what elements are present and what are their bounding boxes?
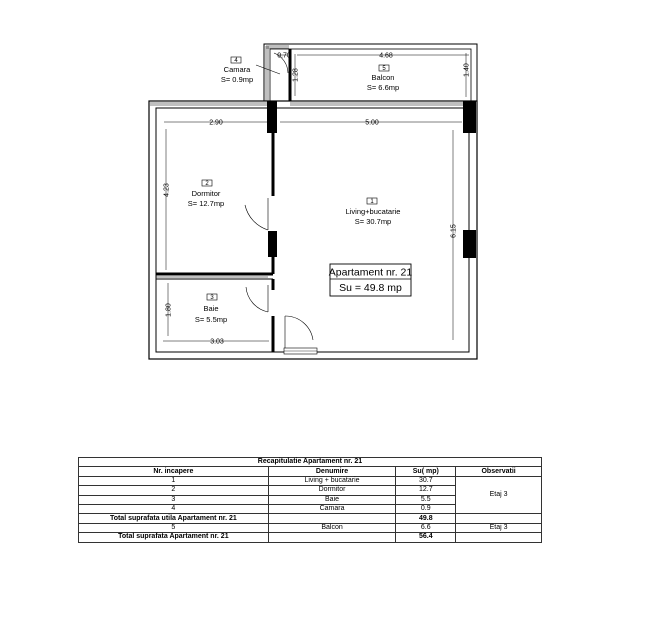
row-su: 0.9 bbox=[396, 504, 456, 513]
dim-balcon-height: 1.40 bbox=[463, 63, 471, 77]
room-name-balcon: Balcon bbox=[371, 73, 395, 82]
row-name: Dormitor bbox=[268, 486, 396, 495]
dim-camara-width: 0.70 bbox=[277, 52, 291, 60]
dim-living-height: 6.15 bbox=[450, 224, 458, 238]
room-area-dormitor: S= 12.7mp bbox=[187, 199, 225, 208]
row-su: 12.7 bbox=[396, 486, 456, 495]
row-name: Baie bbox=[268, 495, 396, 504]
total-value: 56.4 bbox=[396, 533, 456, 542]
room-nr-4: 4 bbox=[234, 58, 238, 64]
total-utila-value: 49.8 bbox=[396, 514, 456, 523]
dim-living-width: 5.00 bbox=[365, 119, 379, 127]
summary-table bbox=[78, 457, 542, 543]
room-name-living: Living+bucatarie bbox=[345, 207, 401, 216]
room-area-camara: S= 0.9mp bbox=[220, 75, 254, 84]
room-nr-3: 3 bbox=[210, 295, 214, 301]
apartment-area: Su = 49.8 mp bbox=[339, 282, 402, 294]
room-nr-2: 2 bbox=[205, 181, 209, 187]
summary-title: Recapitulatie Apartament nr. 21 bbox=[79, 458, 542, 467]
total-row bbox=[79, 533, 542, 542]
dim-baie-width: 3.03 bbox=[210, 338, 224, 346]
room-area-baie: S= 5.5mp bbox=[194, 315, 228, 324]
total-utila-row bbox=[79, 514, 542, 523]
row-su: 30.7 bbox=[396, 476, 456, 485]
header-nr: Nr. incapere bbox=[79, 467, 269, 476]
balcon-row bbox=[79, 523, 542, 532]
row-nr: 1 bbox=[79, 476, 269, 485]
apartment-title: Apartament nr. 21 bbox=[328, 266, 413, 279]
room-name-baie: Baie bbox=[203, 304, 219, 313]
row-name: Living + bucatarie bbox=[268, 476, 396, 485]
apartment-label-box bbox=[329, 264, 413, 296]
dim-dormitor-width: 2.90 bbox=[209, 119, 223, 127]
header-denumire: Denumire bbox=[268, 467, 396, 476]
room-nr-5: 5 bbox=[382, 66, 386, 72]
doors bbox=[245, 53, 317, 354]
total-label: Total suprafata Apartament nr. 21 bbox=[79, 533, 269, 542]
room-area-living: S= 30.7mp bbox=[354, 217, 392, 226]
room-nr-1: 1 bbox=[370, 199, 374, 205]
observatii-group: Etaj 3 bbox=[456, 476, 542, 514]
header-su: Su( mp) bbox=[396, 467, 456, 476]
row-su: 5.5 bbox=[396, 495, 456, 504]
dim-balcon-width: 4.68 bbox=[379, 52, 393, 60]
table-header-row bbox=[79, 467, 542, 476]
row-nr: 4 bbox=[79, 504, 269, 513]
row-name: Balcon bbox=[268, 523, 396, 532]
row-nr: 3 bbox=[79, 495, 269, 504]
row-obs: Etaj 3 bbox=[456, 523, 542, 532]
row-nr: 2 bbox=[79, 486, 269, 495]
table-row bbox=[79, 476, 542, 485]
room-name-camara: Camara bbox=[223, 65, 251, 74]
row-nr: 5 bbox=[79, 523, 269, 532]
room-area-balcon: S= 6.6mp bbox=[366, 83, 400, 92]
row-su: 6.6 bbox=[396, 523, 456, 532]
header-observatii: Observatii bbox=[456, 467, 542, 476]
room-labels bbox=[202, 57, 392, 300]
dim-baie-height: 1.80 bbox=[165, 303, 173, 317]
total-utila-label: Total suprafata utila Apartament nr. 21 bbox=[79, 514, 269, 523]
room-name-dormitor: Dormitor bbox=[191, 189, 221, 198]
row-name: Camara bbox=[268, 504, 396, 513]
dim-camara-height: 1.28 bbox=[292, 68, 300, 82]
dim-dormitor-height: 4.23 bbox=[163, 183, 171, 197]
